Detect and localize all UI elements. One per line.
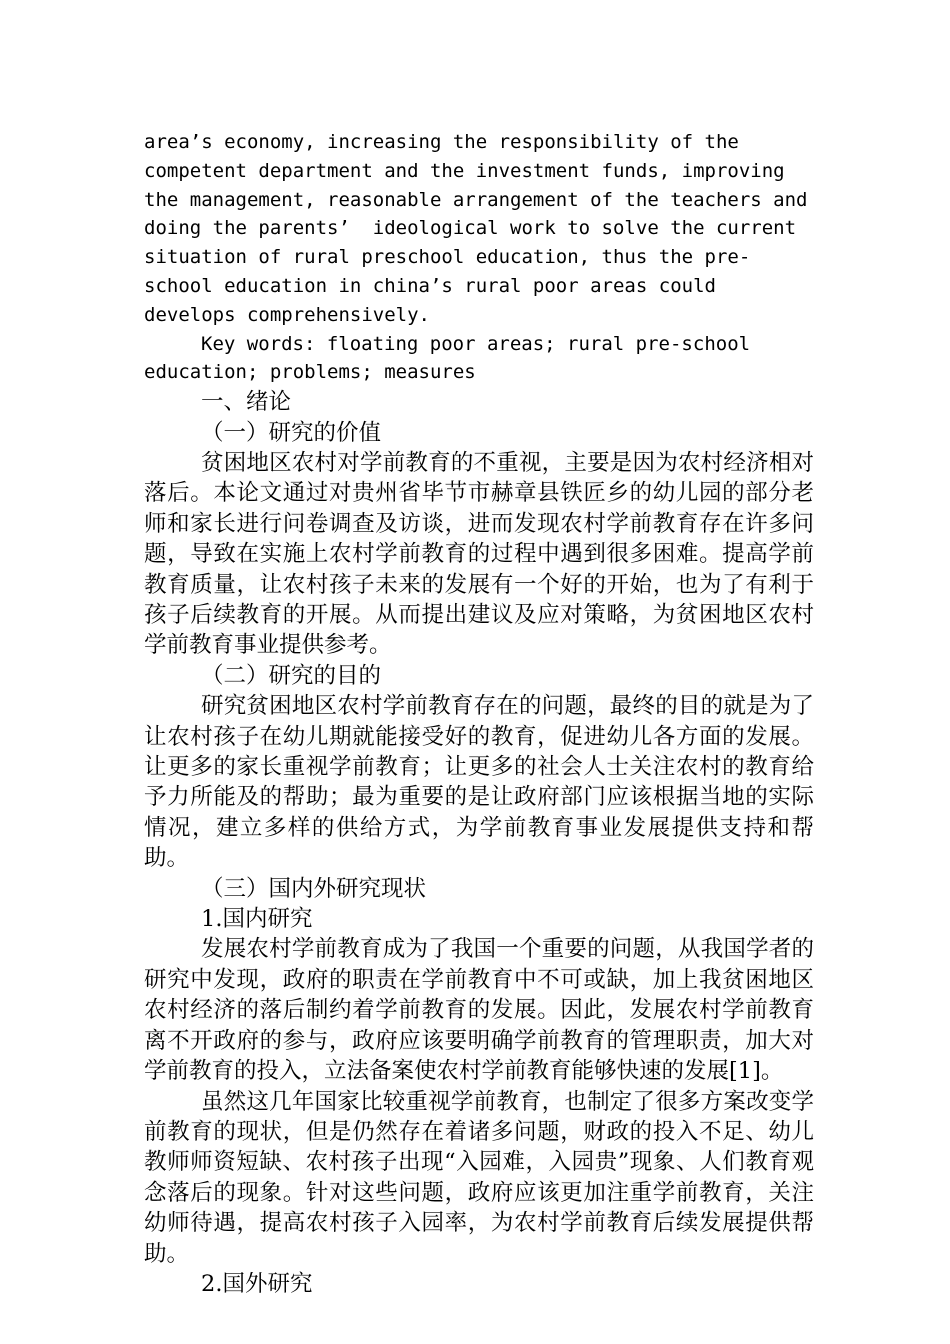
- abstract-english-tail: area’s economy, increasing the responsibility of the competent department and the investment funds, improving the management, reasonable arrangement of the teachers and doing the parents’ ideological work to solve the current situation of rural preschool education, thus the pre-school education in china’s rural poor areas could develops comprehensively.: [144, 131, 819, 326]
- paragraph-domestic-1: 发展农村学前教育成为了我国一个重要的问题，从我国学者的研究中发现，政府的职责在学前教育中不可或缺，加上我贫困地区农村经济的落后制约着学前教育的发展。因此，发展农村学前教育离不开政府的参与，政府应该要明确学前教育的管理职责，加大对学前教育的投入，立法备案使农村学前教育能够快速的发展[1]。: [144, 936, 814, 1085]
- heading-foreign-research: 2.国外研究: [201, 1270, 313, 1297]
- paragraph-domestic-2: 虽然这几年国家比较重视学前教育，也制定了很多方案改变学前教育的现状，但是仍然存在着诸多问题，财政的投入不足、幼儿教师师资短缺、农村孩子出现“入园难，入园贵”现象、人们教育观念落后的现象。针对这些问题，政府应该更加注重学前教育，关注幼师待遇，提高农村孩子入园率，为农村学前教育后续发展提供帮助。: [144, 1088, 814, 1267]
- document-page: [144, 128, 819, 1299]
- subsection-heading-status: （三）国内外研究现状: [201, 875, 427, 902]
- section-heading-introduction: 一、绪论: [201, 389, 292, 416]
- keywords-english: Key words: floating poor areas; rural pre-school education; problems; measures: [144, 332, 762, 384]
- paragraph-research-value: 贫困地区农村对学前教育的不重视，主要是因为农村经济相对落后。本论文通过对贵州省毕节市赫章县铁匠乡的幼儿园的部分老师和家长进行问卷调查及访谈，进而发现农村学前教育存在许多问题，导致在实施上农村学前教育的过程中遇到很多困难。提高学前教育质量，让农村孩子未来的发展有一个好的开始，也为了有利于孩子后续教育的开展。从而提出建议及应对策略，为贫困地区农村学前教育事业提供参考。: [144, 449, 814, 659]
- subsection-heading-purpose: （二）研究的目的: [201, 662, 382, 689]
- heading-domestic-research: 1.国内研究: [201, 906, 313, 933]
- subsection-heading-value: （一）研究的价值: [201, 419, 382, 446]
- paragraph-research-purpose: 研究贫困地区农村学前教育存在的问题，最终的目的就是为了让农村孩子在幼儿期就能接受好的教育，促进幼儿各方面的发展。让更多的家长重视学前教育；让更多的社会人士关注农村的教育给予力所能及的帮助；最为重要的是让政府部门应该根据当地的实际情况，建立多样的供给方式，为学前教育事业发展提供支持和帮助。: [144, 693, 814, 872]
